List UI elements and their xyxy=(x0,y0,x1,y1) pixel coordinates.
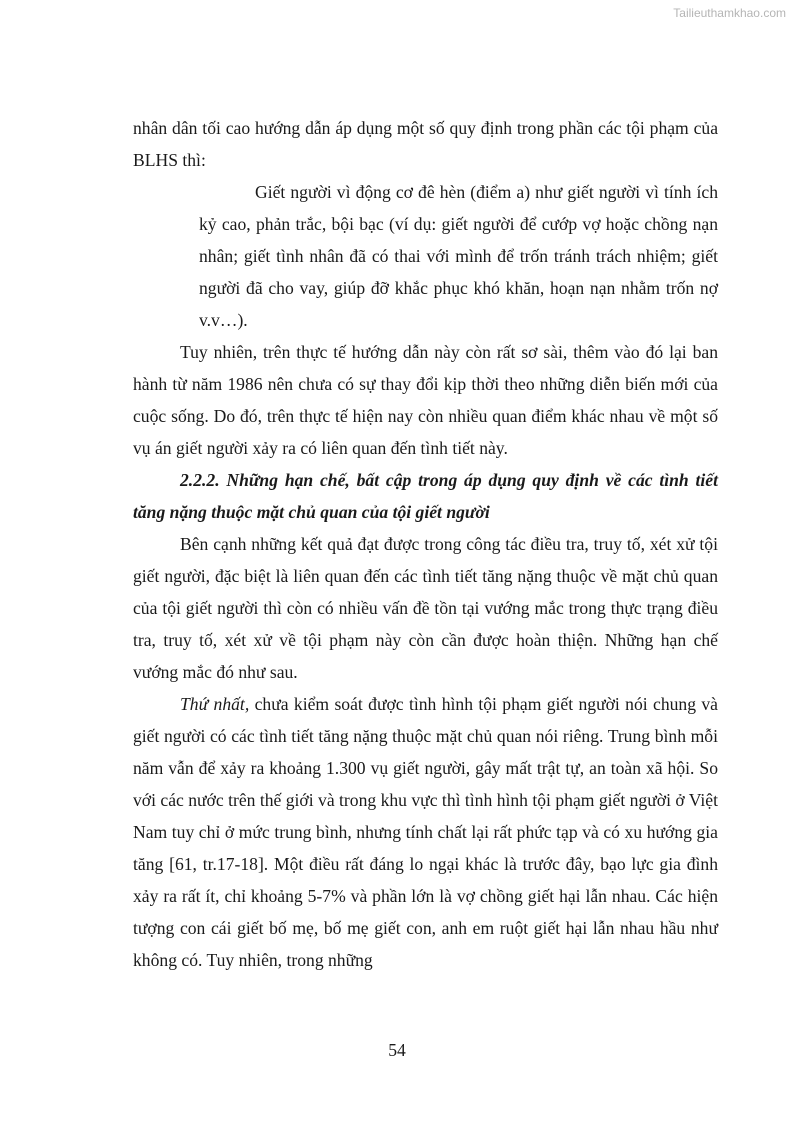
paragraph-4 xyxy=(133,688,718,976)
page-number: 54 xyxy=(388,1040,406,1060)
paragraph-2: Tuy nhiên, trên thực tế hướng dẫn này còn rất sơ sài, thêm vào đó lại ban hành từ năm 1986 nên chưa có sự thay đổi kịp thời theo những diễn biến mới của cuộc sống. Do đó, trên thực tế hiện nay còn nhiều quan điểm khác nhau về một số vụ án giết người xảy ra có liên quan đến tình tiết này. xyxy=(133,342,718,458)
watermark: Tailieuthamkhao.com xyxy=(673,6,786,20)
paragraph-3: Bên cạnh những kết quả đạt được trong công tác điều tra, truy tố, xét xử tội giết người, đặc biệt là liên quan đến các tình tiết tăng nặng thuộc về mặt chủ quan của tội giết người thì còn có nhiều vấn đề tồn tại vướng mắc trong thực trạng điều tra, truy tố, xét xử về tội phạm này còn cần được hoàn thiện. Những hạn chế vướng mắc đó như sau. xyxy=(133,534,718,682)
section-heading: 2.2.2. Những hạn chế, bất cập trong áp dụng quy định về các tình tiết tăng nặng thuộc mặt chủ quan của tội giết người xyxy=(133,470,718,522)
paragraph-1: nhân dân tối cao hướng dẫn áp dụng một số quy định trong phần các tội phạm của BLHS thì: xyxy=(133,118,718,170)
paragraph-4-body: chưa kiểm soát được tình hình tội phạm giết người nói chung và giết người có các tình tiết tăng nặng thuộc mặt chủ quan nói riêng. Trung bình mỗi năm vẫn để xảy ra khoảng 1.300 vụ giết người, gây mất trật tự, an toàn xã hội. So với các nước trên thế giới và trong khu vực thì tình hình tội phạm giết người ở Việt Nam tuy chỉ ở mức trung bình, nhưng tính chất lại rất phức tạp và có xu hướng gia tăng [61, tr.17-18]. Một điều rất đáng lo ngại khác là trước đây, bạo lực gia đình xảy ra rất ít, chỉ khoảng 5-7% và phần lớn là vợ chồng giết hại lẫn nhau. Các hiện tượng con cái giết bố mẹ, bố mẹ giết con, anh em ruột giết hại lẫn nhau hầu như không có. Tuy nhiên, trong những xyxy=(133,694,718,970)
paragraph-4-lead: Thứ nhất, xyxy=(180,694,250,714)
document-body xyxy=(133,112,718,976)
block-quote: Giết người vì động cơ đê hèn (điểm a) như giết người vì tính ích kỷ cao, phản trắc, bội bạc (ví dụ: giết người để cướp vợ hoặc chồng nạn nhân; giết tình nhân đã có thai với mình để trốn tránh trách nhiệm; giết người đã cho vay, giúp đỡ khắc phục khó khăn, hoạn nạn nhằm trốn nợ v.v…). xyxy=(199,182,718,330)
